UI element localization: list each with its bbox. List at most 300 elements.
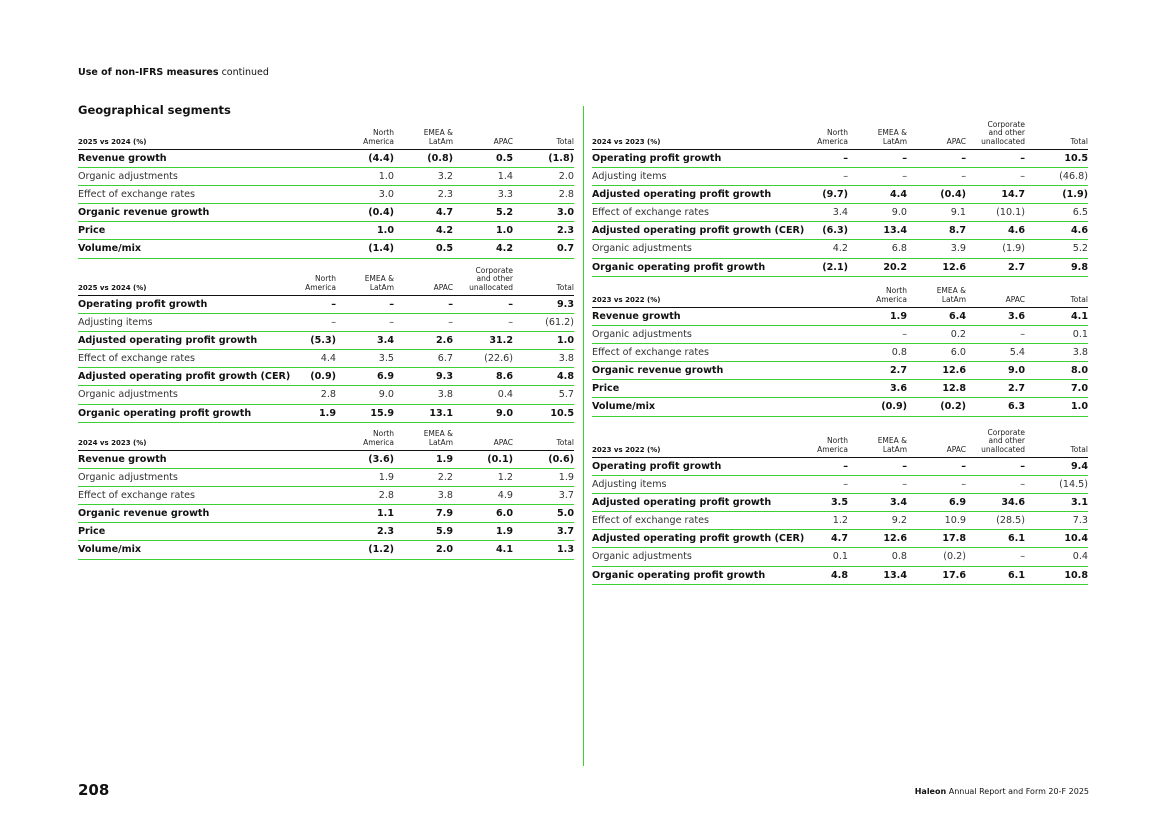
table-cell: 9.8 bbox=[1071, 261, 1088, 273]
table-cell: 0.1 bbox=[832, 551, 848, 563]
table-cell: – bbox=[843, 461, 848, 472]
row-label: Organic revenue growth bbox=[78, 207, 210, 219]
table-cell: 2.0 bbox=[436, 544, 453, 556]
table-cell: – bbox=[331, 299, 336, 310]
table-period-label: 2024 vs 2023 (%) bbox=[78, 439, 147, 447]
column-header: North America bbox=[363, 128, 394, 146]
table-cell: 3.6 bbox=[890, 383, 907, 395]
table-cell: (0.1) bbox=[487, 454, 513, 465]
row-label: Adjusted operating profit growth bbox=[592, 189, 772, 201]
table-cell: 2.8 bbox=[558, 189, 574, 201]
table-cell: 2.7 bbox=[1008, 261, 1025, 273]
table-cell: (6.3) bbox=[822, 225, 848, 237]
table-cell: 12.6 bbox=[883, 533, 907, 545]
table-cell: (0.8) bbox=[427, 153, 453, 164]
column-header: Corporate and other unallocated bbox=[981, 428, 1025, 454]
row-label: Organic adjustments bbox=[78, 389, 178, 401]
table-cell: 3.2 bbox=[437, 171, 453, 183]
table-cell: 10.8 bbox=[1064, 569, 1088, 581]
table-cell: (1.9) bbox=[1062, 189, 1088, 201]
table-cell: 9.3 bbox=[436, 371, 453, 383]
row-label: Adjusted operating profit growth bbox=[78, 335, 258, 347]
table-cell: 1.1 bbox=[377, 508, 394, 520]
table-cell: 12.6 bbox=[942, 365, 966, 377]
table-cell: 13.4 bbox=[883, 225, 907, 237]
header-continued: continued bbox=[221, 67, 269, 78]
row-label: Organic revenue growth bbox=[592, 365, 724, 377]
table-cell: – bbox=[331, 317, 336, 329]
table-row bbox=[78, 541, 574, 559]
table-cell: 4.6 bbox=[1071, 225, 1088, 237]
segment-table bbox=[592, 106, 1088, 277]
row-label: Organic adjustments bbox=[592, 243, 692, 255]
table-cell: 3.0 bbox=[378, 189, 394, 201]
table-cell: 1.0 bbox=[496, 225, 513, 237]
table-cell: 5.7 bbox=[558, 389, 574, 401]
table-cell: 1.9 bbox=[496, 526, 513, 538]
table-cell: (22.6) bbox=[484, 353, 513, 365]
row-label: Organic operating profit growth bbox=[78, 407, 252, 419]
table-cell: 2.7 bbox=[890, 365, 907, 377]
table-cell: 9.0 bbox=[891, 207, 907, 219]
table-cell: 12.6 bbox=[942, 261, 966, 273]
table-cell: 8.7 bbox=[949, 225, 966, 237]
table-cell: (2.1) bbox=[822, 261, 848, 273]
table-header bbox=[78, 252, 574, 296]
table-period-label: 2023 vs 2022 (%) bbox=[592, 446, 661, 454]
table-cell: (4.4) bbox=[368, 153, 394, 164]
table-cell: 4.8 bbox=[557, 371, 574, 383]
table-row bbox=[78, 150, 574, 168]
table-cell: 4.7 bbox=[436, 207, 453, 219]
table-cell: (0.9) bbox=[881, 401, 907, 413]
table-cell: 5.2 bbox=[496, 207, 513, 219]
segment-table bbox=[78, 252, 574, 423]
table-cell: – bbox=[902, 171, 907, 183]
table-cell: 3.7 bbox=[557, 526, 574, 538]
row-label: Volume/mix bbox=[78, 243, 142, 255]
column-header: North America bbox=[363, 429, 394, 447]
table-cell: – bbox=[902, 479, 907, 491]
table-row bbox=[78, 487, 574, 505]
row-label: Adjusted operating profit growth (CER) bbox=[78, 371, 291, 383]
table-row bbox=[592, 380, 1088, 398]
table-row bbox=[78, 314, 574, 332]
row-label: Volume/mix bbox=[592, 401, 656, 413]
table-cell: (46.8) bbox=[1059, 171, 1088, 183]
table-cell: 1.3 bbox=[557, 544, 574, 556]
table-cell: 3.8 bbox=[1072, 347, 1088, 359]
table-cell: (0.2) bbox=[940, 401, 966, 413]
table-period-label: 2023 vs 2022 (%) bbox=[592, 296, 661, 304]
table-cell: 3.5 bbox=[831, 497, 848, 509]
column-header: North America bbox=[876, 286, 907, 304]
table-cell: 6.0 bbox=[950, 347, 966, 359]
table-cell: 5.4 bbox=[1009, 347, 1025, 359]
table-cell: – bbox=[1020, 479, 1025, 491]
table-cell: (1.4) bbox=[368, 243, 394, 255]
column-header: North America bbox=[817, 128, 848, 146]
header-title: Use of non-IFRS measures bbox=[78, 67, 219, 78]
table-cell: 20.2 bbox=[883, 261, 907, 273]
table-cell: 4.9 bbox=[497, 490, 513, 502]
table-cell: – bbox=[1020, 171, 1025, 183]
row-label: Operating profit growth bbox=[592, 461, 722, 472]
table-cell: – bbox=[961, 153, 966, 164]
table-cell: 0.8 bbox=[891, 551, 907, 563]
table-cell: – bbox=[508, 317, 513, 329]
table-cell: 13.4 bbox=[883, 569, 907, 581]
table-row bbox=[78, 469, 574, 487]
table-cell: 10.5 bbox=[550, 407, 574, 419]
table-cell: – bbox=[508, 299, 513, 310]
table-cell: 1.9 bbox=[378, 472, 394, 484]
table-cell: 4.2 bbox=[436, 225, 453, 237]
table-cell: 7.3 bbox=[1072, 515, 1088, 527]
column-divider bbox=[583, 106, 584, 766]
row-label: Adjusting items bbox=[592, 171, 667, 183]
table-cell: 2.6 bbox=[436, 335, 453, 347]
table-cell: 9.4 bbox=[1071, 461, 1088, 472]
table-cell: 0.1 bbox=[1072, 329, 1088, 341]
table-row bbox=[592, 458, 1088, 476]
section-title: Geographical segments bbox=[78, 103, 231, 117]
table-cell: 15.9 bbox=[370, 407, 394, 419]
table-cell: – bbox=[902, 461, 907, 472]
table-cell: 1.9 bbox=[558, 472, 574, 484]
row-label: Organic adjustments bbox=[592, 329, 692, 341]
table-cell: 3.0 bbox=[557, 207, 574, 219]
table-header bbox=[78, 418, 574, 451]
table-cell: 6.9 bbox=[377, 371, 394, 383]
table-cell: 6.0 bbox=[496, 508, 513, 520]
table-row bbox=[78, 204, 574, 222]
table-cell: – bbox=[961, 461, 966, 472]
table-cell: 0.8 bbox=[891, 347, 907, 359]
footer-brand: Haleon bbox=[914, 787, 947, 796]
table-cell: 3.4 bbox=[890, 497, 907, 509]
table-cell: 1.0 bbox=[378, 171, 394, 183]
table-cell: 3.4 bbox=[832, 207, 848, 219]
table-cell: – bbox=[1020, 551, 1025, 563]
table-cell: 3.3 bbox=[497, 189, 513, 201]
column-header: EMEA & LatAm bbox=[364, 274, 394, 292]
table-cell: 14.7 bbox=[1001, 189, 1025, 201]
table-row bbox=[78, 505, 574, 523]
table-cell: – bbox=[448, 299, 453, 310]
table-cell: 8.0 bbox=[1071, 365, 1088, 377]
table-row bbox=[592, 204, 1088, 222]
table-cell: 8.6 bbox=[496, 371, 513, 383]
table-cell: – bbox=[1020, 153, 1025, 164]
table-cell: 0.5 bbox=[436, 243, 453, 255]
table-row bbox=[592, 362, 1088, 380]
table-row bbox=[78, 332, 574, 350]
table-cell: – bbox=[961, 171, 966, 183]
table-header bbox=[78, 117, 574, 150]
table-row bbox=[592, 240, 1088, 258]
table-period-label: 2024 vs 2023 (%) bbox=[592, 138, 661, 146]
table-cell: 1.9 bbox=[319, 407, 336, 419]
table-cell: – bbox=[389, 299, 394, 310]
table-cell: 1.2 bbox=[497, 472, 513, 484]
table-row bbox=[78, 222, 574, 240]
table-cell: 0.2 bbox=[950, 329, 966, 341]
row-label: Organic adjustments bbox=[592, 551, 692, 563]
table-cell: 3.5 bbox=[378, 353, 394, 365]
table-cell: 2.3 bbox=[437, 189, 453, 201]
table-row bbox=[592, 259, 1088, 277]
row-label: Effect of exchange rates bbox=[592, 347, 710, 359]
table-row bbox=[78, 386, 574, 404]
table-cell: 10.9 bbox=[944, 515, 966, 527]
row-label: Effect of exchange rates bbox=[78, 353, 196, 365]
table-cell: (1.2) bbox=[368, 544, 394, 556]
table-cell: 5.9 bbox=[436, 526, 453, 538]
table-header bbox=[592, 414, 1088, 458]
table-cell: (0.2) bbox=[943, 551, 966, 563]
table-cell: 2.3 bbox=[377, 526, 394, 538]
table-cell: 5.2 bbox=[1072, 243, 1088, 255]
table-cell: 6.5 bbox=[1072, 207, 1088, 219]
table-cell: 7.0 bbox=[1071, 383, 1088, 395]
column-header: APAC bbox=[433, 282, 453, 292]
table-row bbox=[592, 530, 1088, 548]
table-cell: 12.8 bbox=[942, 383, 966, 395]
table-cell: (28.5) bbox=[996, 515, 1025, 527]
table-cell: – bbox=[843, 171, 848, 183]
table-period-label: 2025 vs 2024 (%) bbox=[78, 284, 147, 292]
row-label: Effect of exchange rates bbox=[78, 189, 196, 201]
column-header: Total bbox=[556, 136, 574, 146]
table-cell: 0.5 bbox=[496, 153, 513, 164]
table-cell: 1.0 bbox=[377, 225, 394, 237]
table-cell: 4.7 bbox=[831, 533, 848, 545]
row-label: Organic adjustments bbox=[78, 472, 178, 484]
column-header: Corporate and other unallocated bbox=[981, 120, 1025, 146]
table-row bbox=[592, 494, 1088, 512]
segment-table bbox=[78, 117, 574, 259]
column-header: EMEA & LatAm bbox=[877, 436, 907, 454]
column-header: Total bbox=[556, 282, 574, 292]
table-cell: 2.8 bbox=[378, 490, 394, 502]
table-cell: 2.3 bbox=[557, 225, 574, 237]
row-label: Price bbox=[78, 225, 106, 237]
table-row bbox=[592, 344, 1088, 362]
table-row bbox=[592, 548, 1088, 566]
table-row bbox=[78, 451, 574, 469]
table-cell: 1.9 bbox=[890, 311, 907, 322]
column-header: North America bbox=[305, 274, 336, 292]
table-row bbox=[592, 308, 1088, 326]
column-header: Total bbox=[1070, 136, 1088, 146]
table-cell: 4.4 bbox=[890, 189, 907, 201]
table-row bbox=[78, 350, 574, 368]
row-label: Price bbox=[78, 526, 106, 538]
table-cell: 2.7 bbox=[1008, 383, 1025, 395]
table-period-label: 2025 vs 2024 (%) bbox=[78, 138, 147, 146]
table-cell: (61.2) bbox=[545, 317, 574, 329]
table-row bbox=[592, 186, 1088, 204]
table-cell: – bbox=[389, 317, 394, 329]
table-cell: 4.4 bbox=[320, 353, 336, 365]
table-cell: (5.3) bbox=[310, 335, 336, 347]
row-label: Operating profit growth bbox=[78, 299, 208, 310]
table-cell: – bbox=[902, 329, 907, 341]
table-cell: (1.8) bbox=[548, 153, 574, 164]
table-cell: 34.6 bbox=[1001, 497, 1025, 509]
segment-table bbox=[78, 418, 574, 560]
column-header: EMEA & LatAm bbox=[423, 128, 453, 146]
table-row bbox=[592, 326, 1088, 344]
row-label: Organic operating profit growth bbox=[592, 261, 766, 273]
table-header bbox=[592, 106, 1088, 150]
row-label: Adjusting items bbox=[592, 479, 667, 491]
row-label: Adjusting items bbox=[78, 317, 153, 329]
table-cell: 4.1 bbox=[496, 544, 513, 556]
column-header: Corporate and other unallocated bbox=[469, 266, 513, 292]
table-cell: 10.4 bbox=[1064, 533, 1088, 545]
column-header: APAC bbox=[493, 136, 513, 146]
table-row bbox=[592, 222, 1088, 240]
page-number: 208 bbox=[78, 781, 110, 799]
column-header: APAC bbox=[493, 437, 513, 447]
table-cell: – bbox=[843, 479, 848, 491]
table-cell: (14.5) bbox=[1059, 479, 1088, 491]
table-row bbox=[592, 476, 1088, 494]
table-cell: 3.7 bbox=[558, 490, 574, 502]
table-cell: 1.2 bbox=[832, 515, 848, 527]
table-cell: 3.4 bbox=[377, 335, 394, 347]
table-cell: (9.7) bbox=[822, 189, 848, 201]
table-cell: 9.3 bbox=[557, 299, 574, 310]
row-label: Adjusted operating profit growth (CER) bbox=[592, 225, 805, 237]
row-label: Effect of exchange rates bbox=[78, 490, 196, 502]
table-cell: (3.6) bbox=[368, 454, 394, 465]
column-header: North America bbox=[817, 436, 848, 454]
row-label: Organic revenue growth bbox=[78, 508, 210, 520]
table-cell: – bbox=[902, 153, 907, 164]
table-cell: 2.8 bbox=[320, 389, 336, 401]
segment-table bbox=[592, 414, 1088, 585]
table-cell: 3.8 bbox=[437, 389, 453, 401]
table-cell: 13.1 bbox=[429, 407, 453, 419]
table-cell: 0.4 bbox=[497, 389, 513, 401]
table-cell: 31.2 bbox=[489, 335, 513, 347]
column-header: Total bbox=[1070, 294, 1088, 304]
table-cell: 5.0 bbox=[557, 508, 574, 520]
row-label: Adjusted operating profit growth (CER) bbox=[592, 533, 805, 545]
row-label: Operating profit growth bbox=[592, 153, 722, 164]
row-label: Effect of exchange rates bbox=[592, 207, 710, 219]
table-row bbox=[78, 523, 574, 541]
table-cell: 2.0 bbox=[558, 171, 574, 183]
table-cell: 3.8 bbox=[437, 490, 453, 502]
table-row bbox=[78, 186, 574, 204]
table-cell: 4.8 bbox=[831, 569, 848, 581]
column-header: EMEA & LatAm bbox=[877, 128, 907, 146]
table-cell: 4.1 bbox=[1071, 311, 1088, 322]
table-cell: 4.2 bbox=[832, 243, 848, 255]
table-cell: 17.6 bbox=[942, 569, 966, 581]
row-label: Revenue growth bbox=[592, 311, 681, 322]
table-cell: 1.9 bbox=[436, 454, 453, 465]
column-header: Total bbox=[1070, 444, 1088, 454]
table-cell: 6.7 bbox=[437, 353, 453, 365]
row-label: Organic adjustments bbox=[78, 171, 178, 183]
row-label: Adjusted operating profit growth bbox=[592, 497, 772, 509]
row-label: Price bbox=[592, 383, 620, 395]
table-cell: 3.1 bbox=[1071, 497, 1088, 509]
footer bbox=[915, 787, 1089, 796]
row-label: Revenue growth bbox=[78, 454, 167, 465]
table-cell: 4.6 bbox=[1008, 225, 1025, 237]
row-label: Organic operating profit growth bbox=[592, 569, 766, 581]
table-cell: – bbox=[1020, 461, 1025, 472]
table-row bbox=[78, 368, 574, 386]
table-cell: 9.2 bbox=[891, 515, 907, 527]
table-cell: 0.7 bbox=[557, 243, 574, 255]
table-cell: 2.2 bbox=[437, 472, 453, 484]
table-cell: 6.8 bbox=[891, 243, 907, 255]
table-cell: 9.1 bbox=[950, 207, 966, 219]
footer-text: Annual Report and Form 20-F 2025 bbox=[948, 787, 1089, 796]
table-cell: (0.9) bbox=[310, 371, 336, 383]
table-cell: 9.0 bbox=[1008, 365, 1025, 377]
table-cell: 6.1 bbox=[1008, 533, 1025, 545]
table-cell: (0.4) bbox=[940, 189, 966, 201]
table-cell: – bbox=[843, 153, 848, 164]
table-cell: 3.8 bbox=[558, 353, 574, 365]
table-cell: 1.4 bbox=[497, 171, 513, 183]
table-cell: 6.9 bbox=[949, 497, 966, 509]
table-cell: 6.4 bbox=[949, 311, 966, 322]
row-label: Revenue growth bbox=[78, 153, 167, 164]
table-row bbox=[592, 512, 1088, 530]
segment-table bbox=[592, 275, 1088, 417]
column-header: EMEA & LatAm bbox=[423, 429, 453, 447]
table-cell: (10.1) bbox=[996, 207, 1025, 219]
column-header: APAC bbox=[946, 444, 966, 454]
table-cell: 6.3 bbox=[1008, 401, 1025, 413]
table-row bbox=[78, 296, 574, 314]
table-cell: – bbox=[448, 317, 453, 329]
column-header: EMEA & LatAm bbox=[936, 286, 966, 304]
column-header: APAC bbox=[1005, 294, 1025, 304]
table-cell: 1.0 bbox=[557, 335, 574, 347]
row-label: Effect of exchange rates bbox=[592, 515, 710, 527]
table-row bbox=[592, 168, 1088, 186]
table-cell: 1.0 bbox=[1071, 401, 1088, 413]
table-cell: 0.4 bbox=[1072, 551, 1088, 563]
table-cell: (1.9) bbox=[1002, 243, 1025, 255]
table-cell: – bbox=[1020, 329, 1025, 341]
table-header bbox=[592, 275, 1088, 308]
table-cell: 9.0 bbox=[496, 407, 513, 419]
table-cell: 9.0 bbox=[378, 389, 394, 401]
table-cell: 6.1 bbox=[1008, 569, 1025, 581]
table-cell: 7.9 bbox=[436, 508, 453, 520]
column-header: APAC bbox=[946, 136, 966, 146]
table-cell: 17.8 bbox=[942, 533, 966, 545]
table-cell: (0.4) bbox=[368, 207, 394, 219]
table-cell: – bbox=[961, 479, 966, 491]
table-row bbox=[78, 168, 574, 186]
table-cell: 4.2 bbox=[496, 243, 513, 255]
table-cell: 10.5 bbox=[1064, 153, 1088, 164]
table-row bbox=[592, 150, 1088, 168]
page-header bbox=[78, 67, 269, 78]
